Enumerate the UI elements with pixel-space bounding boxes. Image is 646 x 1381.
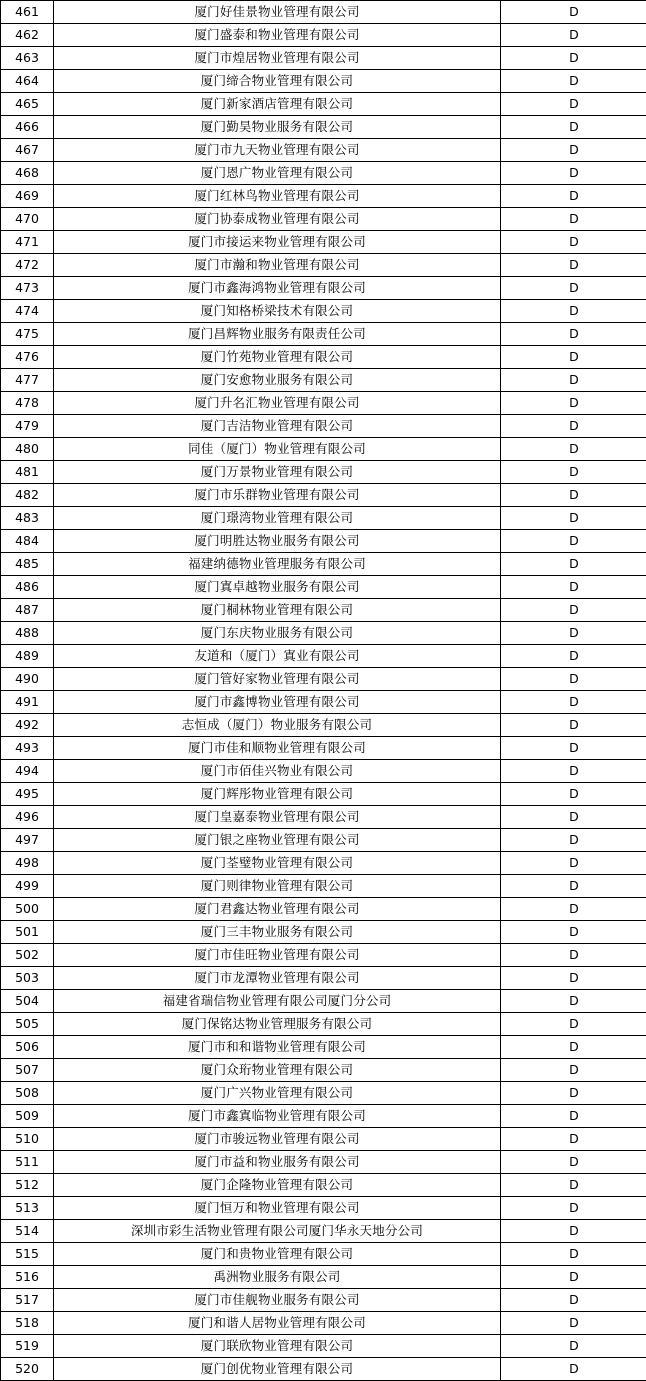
row-index-cell: 485 <box>1 553 54 576</box>
grade-cell: D <box>501 783 646 806</box>
table-row <box>1 967 646 990</box>
company-name-cell: 深圳市彩生活物业管理有限公司厦门华永天地分公司 <box>54 1220 501 1243</box>
grade-cell: D <box>501 944 646 967</box>
company-name-cell: 厦门创优物业管理有限公司 <box>54 1358 501 1381</box>
grade-cell: D <box>501 990 646 1013</box>
row-index-cell: 496 <box>1 806 54 829</box>
row-index-cell: 490 <box>1 668 54 691</box>
table-row <box>1 645 646 668</box>
grade-cell: D <box>501 139 646 162</box>
table-row <box>1 1105 646 1128</box>
company-name-cell: 厦门红林鸟物业管理有限公司 <box>54 185 501 208</box>
row-index-cell: 475 <box>1 323 54 346</box>
company-name-cell: 厦门新家酒店管理有限公司 <box>54 93 501 116</box>
company-name-cell: 厦门万景物业管理有限公司 <box>54 461 501 484</box>
row-index-cell: 513 <box>1 1197 54 1220</box>
company-name-cell: 厦门昌辉物业服务有限责任公司 <box>54 323 501 346</box>
company-name-cell: 厦门东庆物业服务有限公司 <box>54 622 501 645</box>
company-name-cell: 厦门市骏远物业管理有限公司 <box>54 1128 501 1151</box>
company-name-cell: 厦门市佳和顺物业管理有限公司 <box>54 737 501 760</box>
table-row <box>1 622 646 645</box>
table-row <box>1 668 646 691</box>
company-name-cell: 厦门市九天物业管理有限公司 <box>54 139 501 162</box>
grade-cell: D <box>501 668 646 691</box>
grade-cell: D <box>501 484 646 507</box>
company-name-cell: 厦门市煌居物业管理有限公司 <box>54 47 501 70</box>
row-index-cell: 467 <box>1 139 54 162</box>
table-row <box>1 1013 646 1036</box>
row-index-cell: 487 <box>1 599 54 622</box>
grade-cell: D <box>501 1013 646 1036</box>
company-name-cell: 厦门荃璧物业管理有限公司 <box>54 852 501 875</box>
row-index-cell: 482 <box>1 484 54 507</box>
grade-cell: D <box>501 875 646 898</box>
company-name-cell: 厦门市佳舰物业服务有限公司 <box>54 1289 501 1312</box>
row-index-cell: 465 <box>1 93 54 116</box>
table-row <box>1 530 646 553</box>
table-row <box>1 1266 646 1289</box>
table-row <box>1 300 646 323</box>
grade-cell: D <box>501 599 646 622</box>
company-name-cell: 厦门则律物业管理有限公司 <box>54 875 501 898</box>
grade-cell: D <box>501 898 646 921</box>
grade-cell: D <box>501 369 646 392</box>
company-name-cell: 厦门君鑫达物业管理有限公司 <box>54 898 501 921</box>
table-row <box>1 47 646 70</box>
company-name-cell: 厦门恒万和物业管理有限公司 <box>54 1197 501 1220</box>
table-row <box>1 24 646 47</box>
company-name-cell: 厦门缔合物业管理有限公司 <box>54 70 501 93</box>
table-row <box>1 185 646 208</box>
table-row <box>1 737 646 760</box>
row-index-cell: 488 <box>1 622 54 645</box>
table-row <box>1 484 646 507</box>
table-row <box>1 70 646 93</box>
company-name-cell: 禹洲物业服务有限公司 <box>54 1266 501 1289</box>
row-index-cell: 514 <box>1 1220 54 1243</box>
company-name-cell: 厦门辉彤物业管理有限公司 <box>54 783 501 806</box>
company-name-cell: 厦门和贵物业管理有限公司 <box>54 1243 501 1266</box>
table-body <box>1 1 646 1381</box>
company-name-cell: 厦门市瀚和物业管理有限公司 <box>54 254 501 277</box>
row-index-cell: 515 <box>1 1243 54 1266</box>
company-name-cell: 厦门管好家物业管理有限公司 <box>54 668 501 691</box>
grade-cell: D <box>501 967 646 990</box>
grade-cell: D <box>501 185 646 208</box>
grade-cell: D <box>501 1105 646 1128</box>
table-row <box>1 783 646 806</box>
table-row <box>1 139 646 162</box>
grade-cell: D <box>501 1358 646 1381</box>
table-row <box>1 507 646 530</box>
table-row <box>1 1059 646 1082</box>
row-index-cell: 461 <box>1 1 54 24</box>
grade-cell: D <box>501 392 646 415</box>
grade-cell: D <box>501 737 646 760</box>
row-index-cell: 473 <box>1 277 54 300</box>
table-row <box>1 162 646 185</box>
grade-cell: D <box>501 806 646 829</box>
row-index-cell: 476 <box>1 346 54 369</box>
row-index-cell: 480 <box>1 438 54 461</box>
company-name-cell: 厦门市乐群物业管理有限公司 <box>54 484 501 507</box>
table-row <box>1 1289 646 1312</box>
grade-cell: D <box>501 438 646 461</box>
grade-cell: D <box>501 622 646 645</box>
company-name-cell: 厦门市鑫寘临物业管理有限公司 <box>54 1105 501 1128</box>
row-index-cell: 508 <box>1 1082 54 1105</box>
row-index-cell: 462 <box>1 24 54 47</box>
grade-cell: D <box>501 300 646 323</box>
table-row <box>1 990 646 1013</box>
company-name-cell: 厦门桐林物业管理有限公司 <box>54 599 501 622</box>
row-index-cell: 501 <box>1 921 54 944</box>
company-name-cell: 厦门皇嘉泰物业管理有限公司 <box>54 806 501 829</box>
company-name-cell: 厦门银之座物业管理有限公司 <box>54 829 501 852</box>
row-index-cell: 489 <box>1 645 54 668</box>
grade-cell: D <box>501 1289 646 1312</box>
row-index-cell: 469 <box>1 185 54 208</box>
table-row <box>1 415 646 438</box>
table-row <box>1 1174 646 1197</box>
grade-cell: D <box>501 461 646 484</box>
grade-cell: D <box>501 1036 646 1059</box>
grade-cell: D <box>501 829 646 852</box>
row-index-cell: 502 <box>1 944 54 967</box>
row-index-cell: 511 <box>1 1151 54 1174</box>
table-row <box>1 1335 646 1358</box>
table-row <box>1 1151 646 1174</box>
row-index-cell: 516 <box>1 1266 54 1289</box>
grade-cell: D <box>501 1 646 24</box>
table-row <box>1 93 646 116</box>
grade-cell: D <box>501 714 646 737</box>
table-row <box>1 231 646 254</box>
grade-cell: D <box>501 1128 646 1151</box>
table-row <box>1 898 646 921</box>
table-row <box>1 806 646 829</box>
grade-cell: D <box>501 277 646 300</box>
row-index-cell: 517 <box>1 1289 54 1312</box>
row-index-cell: 472 <box>1 254 54 277</box>
company-name-cell: 厦门恩广物业管理有限公司 <box>54 162 501 185</box>
grade-cell: D <box>501 1197 646 1220</box>
table-row <box>1 1358 646 1381</box>
grade-cell: D <box>501 921 646 944</box>
company-name-cell: 厦门吉洁物业管理有限公司 <box>54 415 501 438</box>
company-name-cell: 厦门升名汇物业管理有限公司 <box>54 392 501 415</box>
grade-cell: D <box>501 1335 646 1358</box>
row-index-cell: 491 <box>1 691 54 714</box>
table-row <box>1 323 646 346</box>
company-name-cell: 厦门三丰物业服务有限公司 <box>54 921 501 944</box>
company-name-cell: 厦门市佰佳兴物业有限公司 <box>54 760 501 783</box>
row-index-cell: 519 <box>1 1335 54 1358</box>
company-name-cell: 厦门明胜达物业服务有限公司 <box>54 530 501 553</box>
company-name-cell: 厦门市和和谐物业管理有限公司 <box>54 1036 501 1059</box>
table-row <box>1 599 646 622</box>
row-index-cell: 505 <box>1 1013 54 1036</box>
grade-cell: D <box>501 1243 646 1266</box>
table-row <box>1 1082 646 1105</box>
table-row <box>1 1220 646 1243</box>
table-row <box>1 944 646 967</box>
table-row <box>1 346 646 369</box>
company-name-cell: 厦门市鑫博物业管理有限公司 <box>54 691 501 714</box>
row-index-cell: 466 <box>1 116 54 139</box>
company-name-cell: 厦门和谐人居物业管理有限公司 <box>54 1312 501 1335</box>
grade-cell: D <box>501 1220 646 1243</box>
table-row <box>1 369 646 392</box>
grade-cell: D <box>501 852 646 875</box>
grade-cell: D <box>501 346 646 369</box>
row-index-cell: 483 <box>1 507 54 530</box>
company-name-cell: 友道和（厦门）寘业有限公司 <box>54 645 501 668</box>
table-row <box>1 760 646 783</box>
row-index-cell: 506 <box>1 1036 54 1059</box>
row-index-cell: 493 <box>1 737 54 760</box>
row-index-cell: 509 <box>1 1105 54 1128</box>
company-name-cell: 厦门众珩物业管理有限公司 <box>54 1059 501 1082</box>
row-index-cell: 486 <box>1 576 54 599</box>
company-name-cell: 厦门勤昊物业服务有限公司 <box>54 116 501 139</box>
row-index-cell: 510 <box>1 1128 54 1151</box>
table-row <box>1 277 646 300</box>
row-index-cell: 484 <box>1 530 54 553</box>
row-index-cell: 503 <box>1 967 54 990</box>
row-index-cell: 474 <box>1 300 54 323</box>
table-row <box>1 921 646 944</box>
table-row <box>1 714 646 737</box>
grade-cell: D <box>501 24 646 47</box>
grade-cell: D <box>501 1059 646 1082</box>
row-index-cell: 495 <box>1 783 54 806</box>
table-row <box>1 1197 646 1220</box>
company-name-cell: 厦门寘卓越物业服务有限公司 <box>54 576 501 599</box>
table-row <box>1 254 646 277</box>
grade-cell: D <box>501 162 646 185</box>
grade-cell: D <box>501 691 646 714</box>
row-index-cell: 498 <box>1 852 54 875</box>
grade-cell: D <box>501 415 646 438</box>
table-row <box>1 875 646 898</box>
grade-cell: D <box>501 93 646 116</box>
table-row <box>1 1036 646 1059</box>
row-index-cell: 478 <box>1 392 54 415</box>
company-name-cell: 厦门知格桥梁技术有限公司 <box>54 300 501 323</box>
table-row <box>1 116 646 139</box>
row-index-cell: 492 <box>1 714 54 737</box>
company-name-cell: 厦门市接运来物业管理有限公司 <box>54 231 501 254</box>
table-row <box>1 392 646 415</box>
company-name-cell: 厦门保铭达物业管理服务有限公司 <box>54 1013 501 1036</box>
grade-cell: D <box>501 208 646 231</box>
row-index-cell: 520 <box>1 1358 54 1381</box>
company-name-cell: 福建省瑞信物业管理有限公司厦门分公司 <box>54 990 501 1013</box>
row-index-cell: 504 <box>1 990 54 1013</box>
company-name-cell: 厦门广兴物业管理有限公司 <box>54 1082 501 1105</box>
table-row <box>1 691 646 714</box>
row-index-cell: 507 <box>1 1059 54 1082</box>
grade-cell: D <box>501 323 646 346</box>
row-index-cell: 463 <box>1 47 54 70</box>
table-row <box>1 438 646 461</box>
row-index-cell: 497 <box>1 829 54 852</box>
table-row <box>1 1243 646 1266</box>
table-row <box>1 553 646 576</box>
company-name-cell: 厦门协泰成物业管理有限公司 <box>54 208 501 231</box>
grade-cell: D <box>501 760 646 783</box>
company-name-cell: 厦门市益和物业服务有限公司 <box>54 1151 501 1174</box>
row-index-cell: 471 <box>1 231 54 254</box>
table-row <box>1 852 646 875</box>
grade-cell: D <box>501 116 646 139</box>
company-name-cell: 厦门市佳旺物业管理有限公司 <box>54 944 501 967</box>
grade-cell: D <box>501 507 646 530</box>
table-row <box>1 1 646 24</box>
company-name-cell: 厦门竹苑物业管理有限公司 <box>54 346 501 369</box>
table-row <box>1 576 646 599</box>
grade-cell: D <box>501 1312 646 1335</box>
row-index-cell: 518 <box>1 1312 54 1335</box>
table-row <box>1 208 646 231</box>
row-index-cell: 477 <box>1 369 54 392</box>
company-name-cell: 福建纳德物业管理服务有限公司 <box>54 553 501 576</box>
grade-cell: D <box>501 254 646 277</box>
grade-cell: D <box>501 1082 646 1105</box>
row-index-cell: 499 <box>1 875 54 898</box>
table-row <box>1 1128 646 1151</box>
table-row <box>1 461 646 484</box>
grade-cell: D <box>501 231 646 254</box>
company-name-cell: 厦门盛泰和物业管理有限公司 <box>54 24 501 47</box>
grade-cell: D <box>501 576 646 599</box>
company-name-cell: 厦门联欣物业管理有限公司 <box>54 1335 501 1358</box>
company-name-cell: 厦门璟湾物业管理有限公司 <box>54 507 501 530</box>
row-index-cell: 470 <box>1 208 54 231</box>
table-row <box>1 1312 646 1335</box>
grade-cell: D <box>501 47 646 70</box>
grade-cell: D <box>501 530 646 553</box>
company-name-cell: 厦门安愈物业服务有限公司 <box>54 369 501 392</box>
company-name-cell: 厦门企隆物业管理有限公司 <box>54 1174 501 1197</box>
grade-cell: D <box>501 1266 646 1289</box>
row-index-cell: 468 <box>1 162 54 185</box>
grade-cell: D <box>501 645 646 668</box>
grade-cell: D <box>501 70 646 93</box>
row-index-cell: 500 <box>1 898 54 921</box>
table-row <box>1 829 646 852</box>
grade-cell: D <box>501 1174 646 1197</box>
row-index-cell: 479 <box>1 415 54 438</box>
company-name-cell: 同佳（厦门）物业管理有限公司 <box>54 438 501 461</box>
company-name-cell: 厦门市龙潭物业管理有限公司 <box>54 967 501 990</box>
company-name-cell: 厦门好佳景物业管理有限公司 <box>54 1 501 24</box>
company-name-cell: 厦门市鑫海鸿物业管理有限公司 <box>54 277 501 300</box>
row-index-cell: 512 <box>1 1174 54 1197</box>
company-name-cell: 志恒成（厦门）物业服务有限公司 <box>54 714 501 737</box>
row-index-cell: 494 <box>1 760 54 783</box>
row-index-cell: 464 <box>1 70 54 93</box>
grade-cell: D <box>501 1151 646 1174</box>
row-index-cell: 481 <box>1 461 54 484</box>
grade-cell: D <box>501 553 646 576</box>
